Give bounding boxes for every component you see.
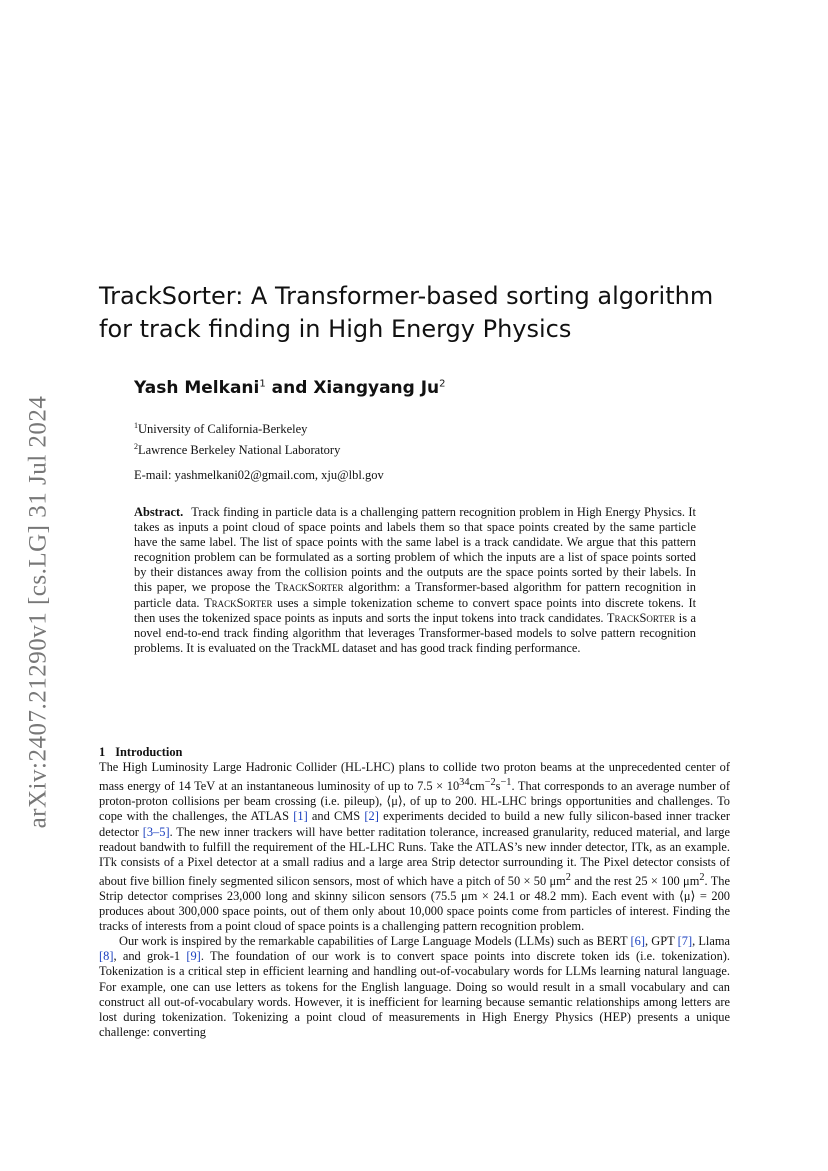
intro-text: , and grok-1 [113,949,187,964]
intro-text: s [495,779,501,794]
intro-text: , GPT [644,934,678,949]
section-title: Introduction [115,745,183,759]
intro-text: and the rest 25 × 100 μm [570,873,700,888]
author-1-affil-mark: 1 [259,378,266,390]
affiliation-2 [134,438,340,459]
algorithm-name: TrackSorter [275,580,344,595]
exponent: 34 [459,777,470,789]
contact-email: E-mail: yashmelkani02@gmail.com, xju@lbl.gov [134,468,384,482]
paper-title [99,280,759,346]
intro-text: and CMS [307,809,365,824]
citation-link[interactable]: [1] [293,809,308,824]
affiliation-2-name: Lawrence Berkeley National Laboratory [138,443,341,458]
affiliation-2-mark: 2 [134,442,138,452]
author-conjunction: and [265,378,314,398]
intro-text: . The Strip detector comprises 23,000 long and skinny silicon sensors (75.5 μm × 24.1 or 48.2 mm). Each event with ⟨μ⟩ = 200 produces about 300,000 space points, out of them only about 10,000 space points come from particles of interest. Finding the tracks of interests from a point cloud of space points is a challenging pattern recognition problem. [99,873,730,934]
abstract-text-4: is a novel end-to-end track finding algorithm that leverages Transformer-based models to solve pattern recognition problems. It is evaluated on the TrackML dataset and has good track finding performance. [134,610,696,655]
intro-text: Our work is inspired by the remarkable capabilities of Large Language Models (LLMs) such as BERT [119,934,631,949]
arxiv-id-text: arXiv:2407.21290v1 [cs.LG] 31 Jul 2024 [24,395,51,829]
exponent: 2 [565,871,571,883]
algorithm-name: TrackSorter [606,610,676,625]
citation-link[interactable]: [8] [99,949,114,964]
abstract-text-2: algorithm: a Transformer-based algorithm for pattern recognition in particle data. [134,580,696,610]
abstract [134,505,696,656]
abstract-text-3: uses a simple tokenization scheme to convert space points into discrete tokens. It then uses the tokenized space points as inputs and sorts the input tokens into track candidates. [134,595,697,625]
affiliation-1 [134,417,340,438]
intro-text: The High Luminosity Large Hadronic Collider (HL-LHC) plans to collide two proton beams at the unprecedented center of mass energy of 14 TeV at an instantaneous luminosity of up to 7.5 × 10 [99,760,730,794]
author-list [134,378,446,398]
abstract-text-1: Track finding in particle data is a challenging pattern recognition problem in High Energy Physics. It takes as inputs a point cloud of space points and labels them so that space points created by the same particle have the same label. The list of space points with the same label is a track candidate. We argue that this pattern recognition problem can be formulated as a sorting problem of which the inputs are a list of space points sorted by their distances away from the collision points and the outputs are the space points sorted by their labels. In this paper, we propose the [134,505,696,595]
intro-text: experiments decided to build a new fully silicon-based inner tracker detector [99,809,730,839]
introduction-body [99,760,730,1040]
algorithm-name: TrackSorter [204,595,273,610]
exponent: −1 [500,777,512,789]
affiliation-1-mark: 1 [134,421,138,430]
exponent: 2 [699,871,705,883]
intro-paragraph-2 [99,934,730,1040]
intro-text: . The foundation of our work is to convert space points into discrete token ids (i.e. tokenization). Tokenization is a critical step in efficient learning and handling out-of-vocabulary words for LLMs learning natural language. For example, one can use letters as tokens for the English language. Doing so would result in a small vocabulary and can construct all out-of-vocabulary words. However, it is inefficient for learning because semantic relationships among letters are lost during tokenization. Tokenizing a point cloud of measurements in High Energy Physics (HEP) presents a unique challenge: converting [99,949,730,1039]
author-2-affil-mark: 2 [439,378,446,390]
intro-text: . That corresponds to an average number of proton-proton collisions per beam crossing (i.e. pileup), ⟨μ⟩, of up to 200. HL-LHC brings opportunities and challenges. To cope with the challenges, the ATLAS [99,779,730,824]
intro-paragraph-1 [99,760,730,934]
abstract-label: Abstract. [134,505,184,519]
intro-text: . The new inner trackers will have better raditation tolerance, increased granularity, reduced material, and large readout bandwith to fulfill the requirement of the HL-LHC Runs. Take the ATLAS’s new innder detector, ITk, as an example. ITk consists of a Pixel detector at a small radius and a large area Strip detector surrounding it. The Pixel detector consists of about five billion finely segmented silicon sensors, most of which have a pitch of 50 × 50 μm [99,824,731,888]
citation-link[interactable]: [9] [186,949,201,964]
citation-link[interactable]: [6] [630,934,645,949]
intro-text: , Llama [692,934,731,949]
section-heading [99,745,182,760]
exponent: −2 [484,777,496,789]
affiliation-1-name: University of California-Berkeley [138,422,308,437]
citation-link[interactable]: [2] [364,809,379,824]
citation-link[interactable]: [3–5] [142,824,170,839]
author-2: Xiangyang Ju [313,378,440,398]
citation-link[interactable]: [7] [677,934,693,949]
affiliations [134,417,340,459]
title-line-1: TrackSorter: A Transformer-based sorting algorithm [99,282,714,310]
author-1: Yash Melkani [134,378,260,398]
intro-text: cm [469,779,485,794]
title-line-2: for track finding in High Energy Physics [99,315,572,343]
arxiv-identifier-stamp [22,372,54,852]
section-number: 1 [99,745,106,759]
